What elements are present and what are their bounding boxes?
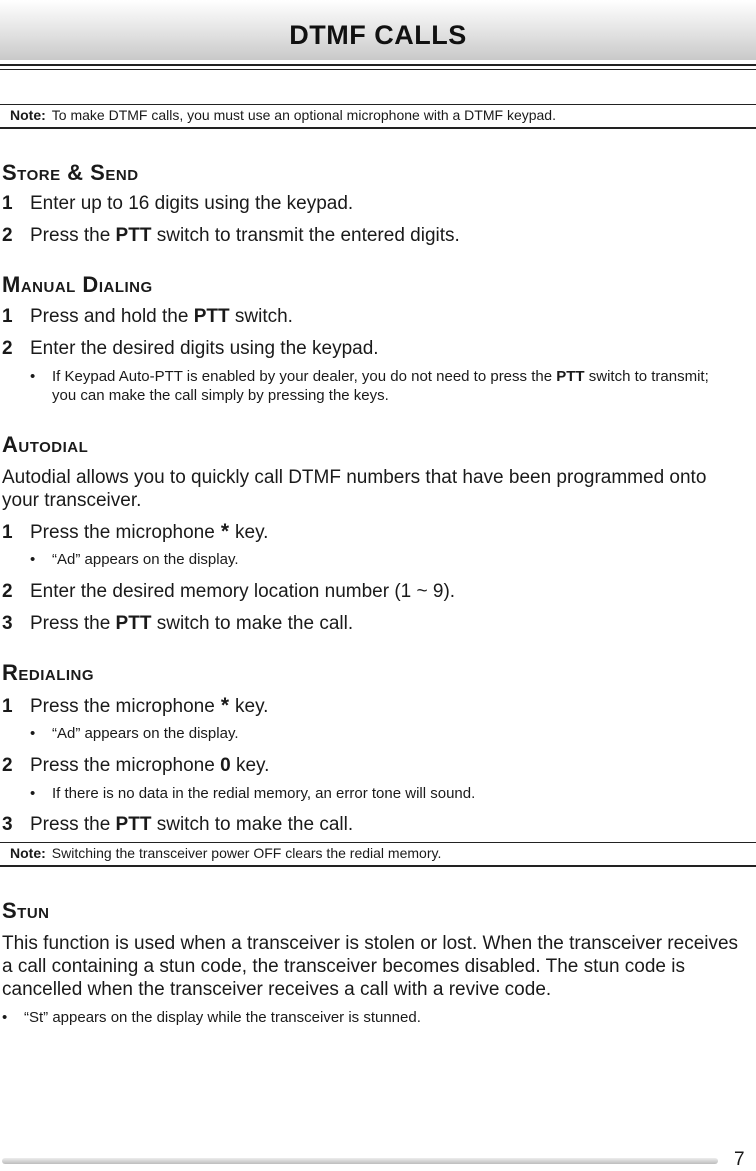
step-text-pre: Press the bbox=[30, 814, 116, 835]
stun-bullet bbox=[2, 1008, 702, 1027]
step-text: Enter up to 16 digits using the keypad. bbox=[30, 193, 354, 214]
bullet-text: “Ad” appears on the display. bbox=[52, 725, 239, 742]
note-label: Note: bbox=[10, 107, 46, 123]
step-text: Enter the desired memory location number (1 ~ 9). bbox=[30, 581, 456, 602]
bullet-dot: • bbox=[30, 551, 36, 568]
note-dtmf-microphone bbox=[0, 104, 756, 129]
step-number: 2 bbox=[2, 338, 13, 359]
note-label: Note: bbox=[10, 845, 46, 861]
store-send-step-1 bbox=[2, 192, 353, 215]
ptt-keyword: PTT bbox=[193, 306, 230, 327]
zero-key: 0 bbox=[220, 755, 231, 776]
ptt-keyword: PTT bbox=[115, 814, 152, 835]
bullet-text: “Ad” appears on the display. bbox=[52, 551, 239, 568]
heading-store-send: Store & Send bbox=[2, 160, 139, 185]
step-text-post: key. bbox=[230, 755, 270, 776]
manual-bullet bbox=[30, 367, 730, 405]
step-text-pre: Press the microphone bbox=[30, 696, 215, 717]
step-text-post: key. bbox=[235, 696, 269, 717]
step-text-pre: Press the microphone bbox=[30, 755, 221, 776]
bullet-text-post: switch to transmit; you can make the call simply by pressing the keys. bbox=[52, 368, 709, 404]
step-number: 2 bbox=[2, 225, 13, 246]
step-number: 2 bbox=[2, 755, 13, 776]
title-rule-top bbox=[0, 64, 756, 66]
note-text: Switching the transceiver power OFF clears the redial memory. bbox=[51, 845, 442, 861]
step-number: 1 bbox=[2, 696, 13, 717]
bullet-dot: • bbox=[30, 368, 36, 385]
heading-stun: Stun bbox=[2, 898, 50, 923]
step-text-post: switch to transmit the entered digits. bbox=[151, 225, 460, 246]
step-text-pre: Press and hold the bbox=[30, 306, 194, 327]
ptt-keyword: PTT bbox=[115, 613, 152, 634]
asterisk-key-icon: * bbox=[220, 694, 230, 717]
step-number: 1 bbox=[2, 193, 13, 214]
autodial-step-2 bbox=[2, 580, 455, 603]
step-number: 1 bbox=[2, 522, 13, 543]
autodial-step-1 bbox=[2, 520, 268, 544]
step-text-pre: Press the bbox=[30, 225, 116, 246]
step-text-pre: Press the bbox=[30, 613, 116, 634]
step-text-post: switch. bbox=[229, 306, 293, 327]
heading-redialing: Redialing bbox=[2, 660, 95, 685]
stun-paragraph: This function is used when a transceiver is stolen or lost. When the transceiver receives a call containing a stun code, the transceiver becomes disabled. The stun code is cancelled when the transceiver receives a call with a revive code. bbox=[2, 933, 739, 1000]
bullet-dot: • bbox=[2, 1009, 8, 1026]
manual-step-2 bbox=[2, 337, 379, 360]
bullet-text-pre: If Keypad Auto-PTT is enabled by your dealer, you do not need to press the bbox=[52, 368, 557, 385]
heading-autodial: Autodial bbox=[2, 432, 89, 457]
bullet-dot: • bbox=[30, 725, 36, 742]
manual-step-1 bbox=[2, 305, 293, 328]
note-redial-memory bbox=[0, 842, 756, 867]
bullet-text: If there is no data in the redial memory, an error tone will sound. bbox=[52, 785, 476, 802]
ptt-keyword: PTT bbox=[556, 368, 585, 385]
autodial-bullet-1 bbox=[30, 550, 730, 569]
redialing-step-2 bbox=[2, 754, 269, 777]
bullet-dot: • bbox=[30, 785, 36, 802]
redialing-bullet-2 bbox=[30, 784, 730, 803]
heading-manual-dialing: Manual Dialing bbox=[2, 272, 153, 297]
autodial-step-3 bbox=[2, 612, 353, 635]
step-number: 3 bbox=[2, 814, 13, 835]
step-text-post: switch to make the call. bbox=[151, 814, 354, 835]
step-number: 1 bbox=[2, 306, 13, 327]
step-text-post: key. bbox=[235, 522, 269, 543]
step-number: 2 bbox=[2, 581, 13, 602]
store-send-step-2 bbox=[2, 224, 460, 247]
step-number: 3 bbox=[2, 613, 13, 634]
page-title: DTMF CALLS bbox=[289, 20, 467, 50]
ptt-keyword: PTT bbox=[115, 225, 152, 246]
autodial-intro: Autodial allows you to quickly call DTMF numbers that have been programmed onto your transceiver. bbox=[2, 467, 707, 511]
footer-bar bbox=[2, 1158, 718, 1164]
bullet-text: “St” appears on the display while the transceiver is stunned. bbox=[24, 1009, 421, 1026]
title-rule-bottom bbox=[0, 69, 756, 70]
redialing-step-1 bbox=[2, 694, 268, 718]
redialing-step-3 bbox=[2, 813, 353, 836]
step-text-post: switch to make the call. bbox=[151, 613, 354, 634]
step-text: Enter the desired digits using the keypad. bbox=[30, 338, 379, 359]
note-text: To make DTMF calls, you must use an optional microphone with a DTMF keypad. bbox=[51, 107, 556, 123]
step-text-pre: Press the microphone bbox=[30, 522, 215, 543]
asterisk-key-icon: * bbox=[220, 520, 230, 543]
page-number: 7 bbox=[734, 1149, 745, 1170]
redialing-bullet-1 bbox=[30, 724, 730, 743]
